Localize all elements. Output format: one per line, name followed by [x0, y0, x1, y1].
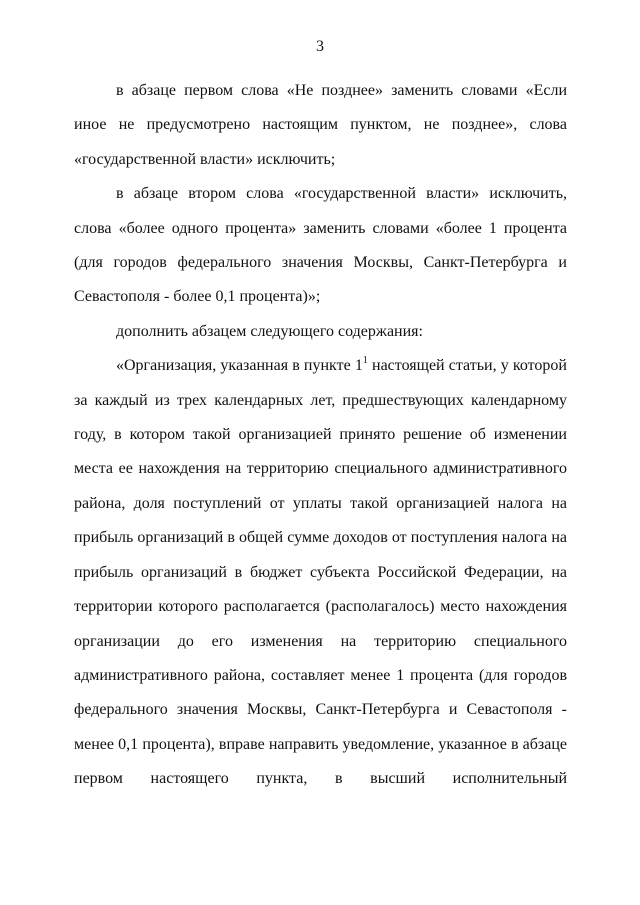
paragraph-1: в абзаце первом слова «Не позднее» заменить словами «Если иное не предусмотрено настоящим пунктом, не позднее», слова «государственной власти» исключить; [74, 82, 567, 168]
paragraph-3: дополнить абзацем следующего содержания: [116, 322, 423, 340]
document-body [74, 74, 567, 797]
paragraph-4 [74, 349, 567, 796]
page-number: 3 [316, 38, 324, 55]
paragraph-4-text-before: «Организация, указанная в пункте 1 [116, 357, 363, 375]
paragraph-4-text-after: настоящей статьи, у которой за каждый из трех календарных лет, предшествующих календарному году, в котором такой организацией принято решение об изменении места ее нахождения на территорию специального административного района, доля поступлений от уплаты такой организацией налога на прибыль организаций в общей сумме доходов от поступления налога на прибыль организаций в бюджет субъекта Российской Федерации, на территории которого располагается (располагалось) место нахождения организации до его изменения на территорию специального административного района, составляет менее 1 процента (для городов федерального значения Москвы, Санкт-Петербурга и Севастополя - менее 0,1 процента), вправе направить уведомление, указанное в абзаце первом настоящего пункта, в высший исполнительный [74, 357, 567, 788]
paragraph-2: в абзаце втором слова «государственной власти» исключить, слова «более одного процента» заменить словами «более 1 процента (для городов федерального значения Москвы, Санкт-Петербурга и Севастополя - более 0,1 процента)»; [74, 185, 567, 306]
paragraph-4-superscript: 1 [362, 355, 368, 367]
